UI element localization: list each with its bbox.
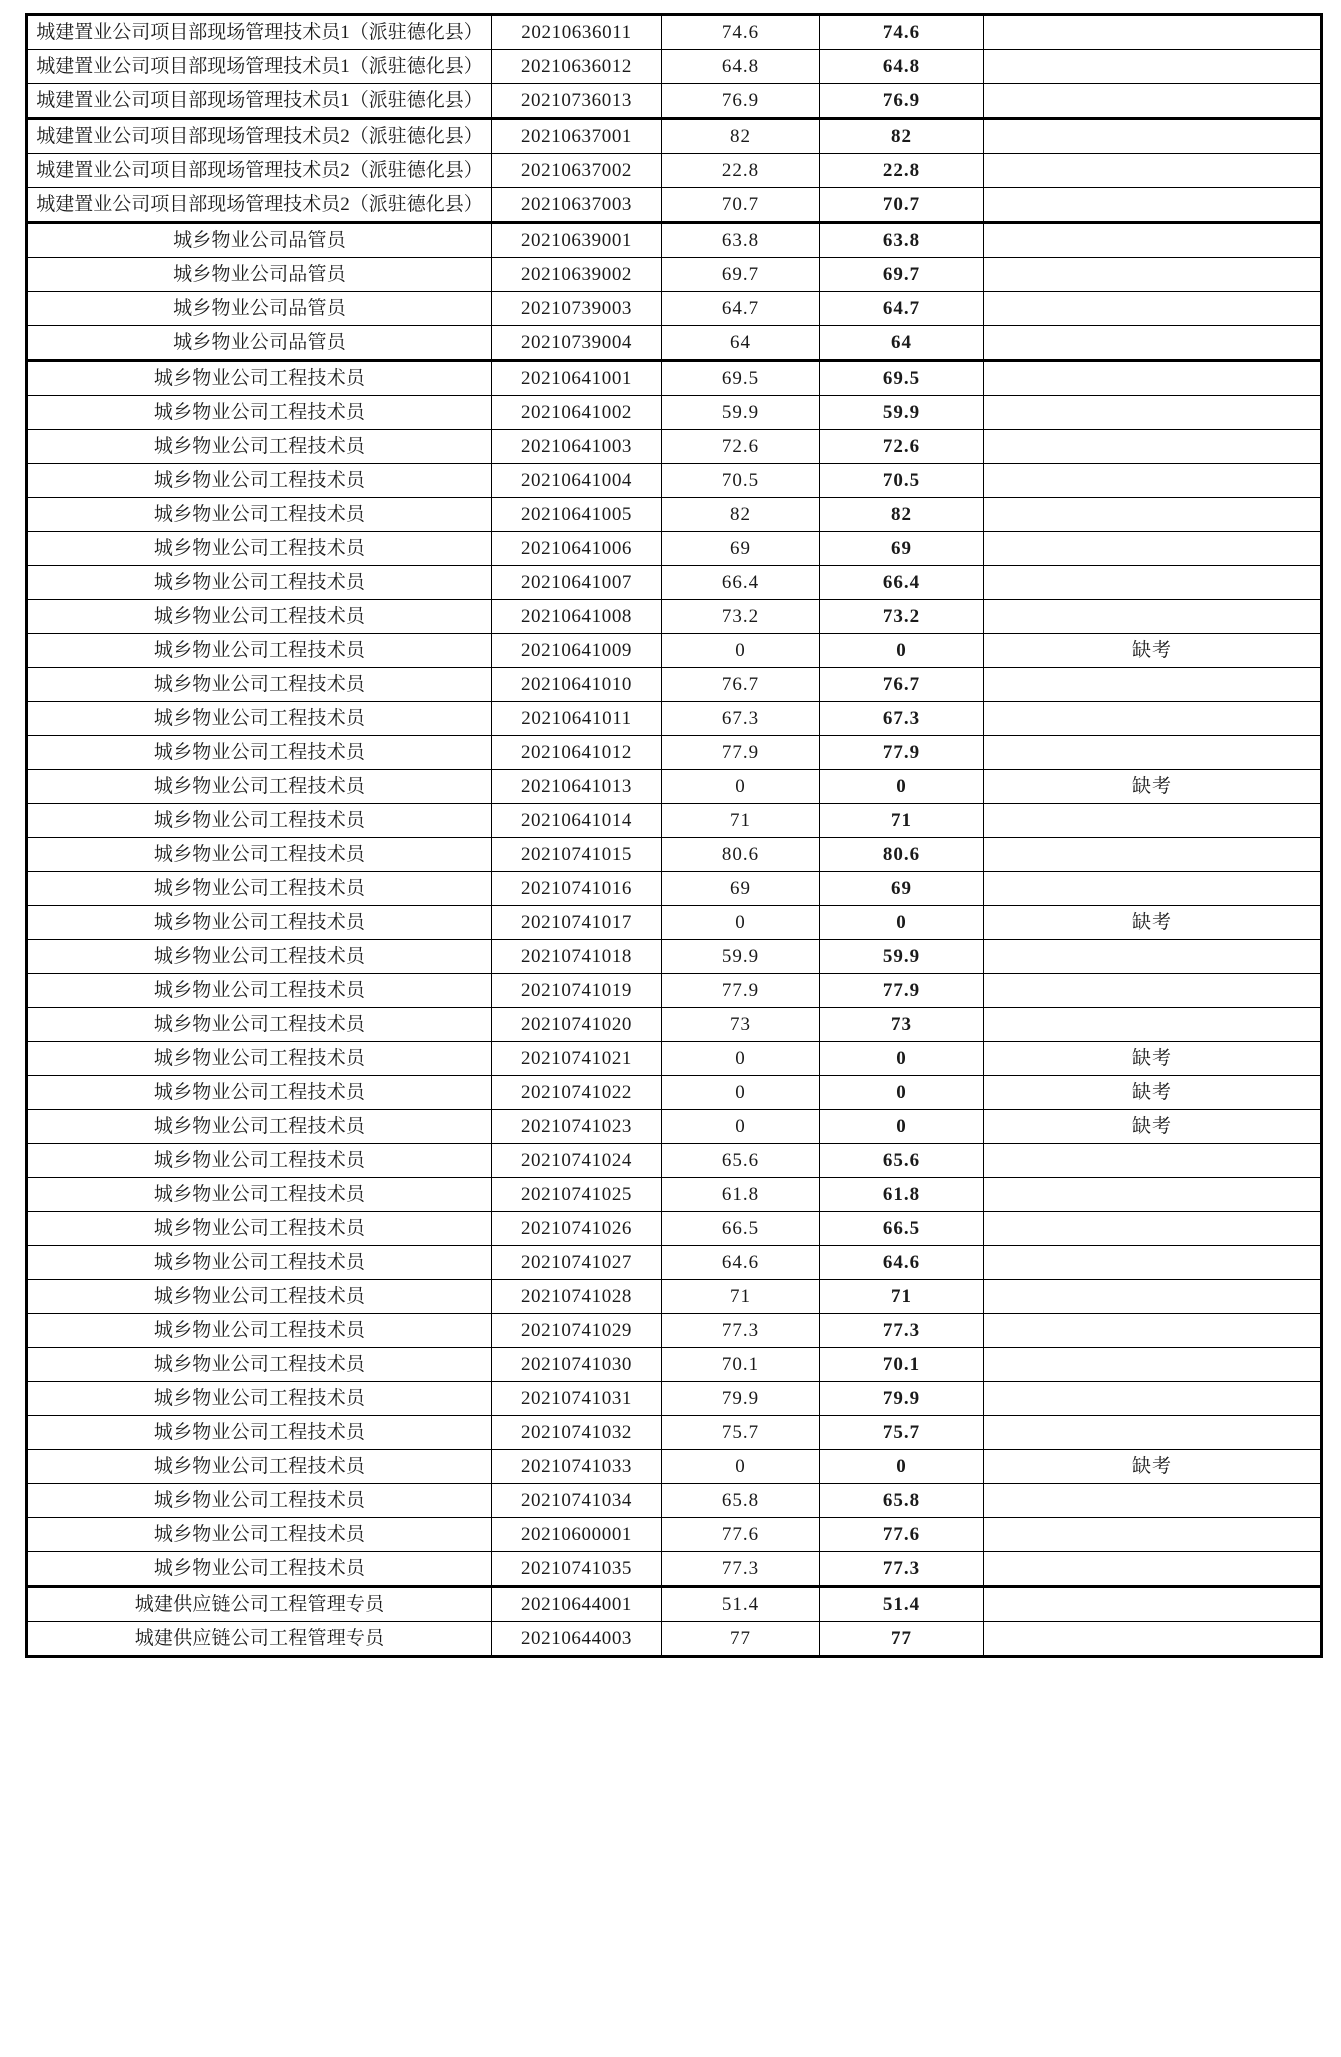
table-row (27, 84, 1322, 119)
table-row (27, 258, 1322, 292)
cell-post-name: 城乡物业公司工程技术员 (27, 1348, 492, 1382)
table-row (27, 50, 1322, 84)
cell-remark (984, 1178, 1322, 1212)
table-body (27, 15, 1322, 1657)
cell-total-score: 77 (820, 1622, 984, 1657)
cell-total-score: 69 (820, 532, 984, 566)
cell-admission-number: 20210741027 (492, 1246, 662, 1280)
cell-admission-number: 20210741015 (492, 838, 662, 872)
cell-total-score: 59.9 (820, 396, 984, 430)
cell-score: 74.6 (662, 15, 820, 50)
cell-admission-number: 20210741023 (492, 1110, 662, 1144)
cell-score: 66.5 (662, 1212, 820, 1246)
cell-total-score: 0 (820, 1076, 984, 1110)
cell-remark (984, 1622, 1322, 1657)
cell-post-name: 城建置业公司项目部现场管理技术员2（派驻德化县） (27, 188, 492, 223)
cell-score: 71 (662, 1280, 820, 1314)
cell-admission-number: 20210641013 (492, 770, 662, 804)
table-row (27, 396, 1322, 430)
cell-post-name: 城乡物业公司工程技术员 (27, 1076, 492, 1110)
cell-admission-number: 20210741022 (492, 1076, 662, 1110)
cell-total-score: 64.8 (820, 50, 984, 84)
table-row (27, 1246, 1322, 1280)
exam-score-table (25, 13, 1323, 1658)
cell-remark (984, 974, 1322, 1008)
cell-admission-number: 20210641001 (492, 361, 662, 396)
table-row (27, 154, 1322, 188)
cell-total-score: 63.8 (820, 223, 984, 258)
cell-admission-number: 20210741024 (492, 1144, 662, 1178)
cell-total-score: 74.6 (820, 15, 984, 50)
cell-score: 61.8 (662, 1178, 820, 1212)
cell-post-name: 城乡物业公司工程技术员 (27, 1314, 492, 1348)
cell-admission-number: 20210641007 (492, 566, 662, 600)
cell-total-score: 76.7 (820, 668, 984, 702)
table-row (27, 1212, 1322, 1246)
cell-post-name: 城乡物业公司工程技术员 (27, 668, 492, 702)
cell-total-score: 51.4 (820, 1587, 984, 1622)
cell-score: 64 (662, 326, 820, 361)
cell-admission-number: 20210741031 (492, 1382, 662, 1416)
cell-score: 0 (662, 1076, 820, 1110)
cell-post-name: 城乡物业公司工程技术员 (27, 1008, 492, 1042)
cell-post-name: 城乡物业公司工程技术员 (27, 430, 492, 464)
cell-post-name: 城乡物业公司工程技术员 (27, 872, 492, 906)
cell-post-name: 城建置业公司项目部现场管理技术员1（派驻德化县） (27, 15, 492, 50)
table-row (27, 1008, 1322, 1042)
cell-post-name: 城乡物业公司工程技术员 (27, 702, 492, 736)
cell-remark (984, 430, 1322, 464)
cell-admission-number: 20210741020 (492, 1008, 662, 1042)
cell-admission-number: 20210644001 (492, 1587, 662, 1622)
cell-total-score: 64 (820, 326, 984, 361)
cell-admission-number: 20210600001 (492, 1518, 662, 1552)
cell-remark (984, 188, 1322, 223)
cell-post-name: 城乡物业公司工程技术员 (27, 1280, 492, 1314)
table-row (27, 532, 1322, 566)
cell-score: 69 (662, 532, 820, 566)
cell-admission-number: 20210641004 (492, 464, 662, 498)
cell-total-score: 71 (820, 1280, 984, 1314)
cell-admission-number: 20210641010 (492, 668, 662, 702)
cell-post-name: 城乡物业公司工程技术员 (27, 838, 492, 872)
cell-score: 64.7 (662, 292, 820, 326)
cell-total-score: 75.7 (820, 1416, 984, 1450)
cell-total-score: 77.9 (820, 974, 984, 1008)
cell-admission-number: 20210644003 (492, 1622, 662, 1657)
cell-admission-number: 20210741026 (492, 1212, 662, 1246)
cell-score: 51.4 (662, 1587, 820, 1622)
cell-total-score: 69.7 (820, 258, 984, 292)
cell-admission-number: 20210641005 (492, 498, 662, 532)
cell-remark (984, 1314, 1322, 1348)
cell-total-score: 70.7 (820, 188, 984, 223)
cell-post-name: 城乡物业公司工程技术员 (27, 974, 492, 1008)
cell-post-name: 城乡物业公司工程技术员 (27, 940, 492, 974)
cell-post-name: 城乡物业公司工程技术员 (27, 600, 492, 634)
cell-score: 65.8 (662, 1484, 820, 1518)
cell-remark (984, 566, 1322, 600)
cell-post-name: 城建供应链公司工程管理专员 (27, 1587, 492, 1622)
cell-total-score: 59.9 (820, 940, 984, 974)
cell-total-score: 65.6 (820, 1144, 984, 1178)
cell-post-name: 城乡物业公司工程技术员 (27, 1484, 492, 1518)
cell-post-name: 城乡物业公司工程技术员 (27, 1042, 492, 1076)
cell-remark (984, 532, 1322, 566)
cell-total-score: 69.5 (820, 361, 984, 396)
cell-total-score: 72.6 (820, 430, 984, 464)
cell-score: 70.5 (662, 464, 820, 498)
cell-remark: 缺考 (984, 1042, 1322, 1076)
cell-total-score: 82 (820, 498, 984, 532)
cell-remark (984, 940, 1322, 974)
cell-total-score: 61.8 (820, 1178, 984, 1212)
cell-remark (984, 1246, 1322, 1280)
cell-total-score: 64.7 (820, 292, 984, 326)
cell-remark (984, 1008, 1322, 1042)
cell-remark: 缺考 (984, 634, 1322, 668)
table-row (27, 1622, 1322, 1657)
cell-post-name: 城乡物业公司品管员 (27, 292, 492, 326)
table-row (27, 1450, 1322, 1484)
cell-score: 70.7 (662, 188, 820, 223)
cell-post-name: 城乡物业公司工程技术员 (27, 1518, 492, 1552)
table-row (27, 940, 1322, 974)
cell-remark (984, 154, 1322, 188)
table-row (27, 361, 1322, 396)
cell-score: 0 (662, 906, 820, 940)
table-row (27, 906, 1322, 940)
cell-remark (984, 292, 1322, 326)
cell-score: 73 (662, 1008, 820, 1042)
cell-score: 0 (662, 634, 820, 668)
cell-remark (984, 838, 1322, 872)
cell-admission-number: 20210637002 (492, 154, 662, 188)
table-row (27, 1587, 1322, 1622)
cell-remark (984, 1212, 1322, 1246)
cell-post-name: 城乡物业公司工程技术员 (27, 1212, 492, 1246)
table-row (27, 188, 1322, 223)
cell-remark (984, 1518, 1322, 1552)
cell-remark (984, 736, 1322, 770)
cell-admission-number: 20210741016 (492, 872, 662, 906)
cell-admission-number: 20210637001 (492, 119, 662, 154)
table-row (27, 430, 1322, 464)
table-row (27, 634, 1322, 668)
cell-admission-number: 20210741018 (492, 940, 662, 974)
cell-post-name: 城乡物业公司品管员 (27, 258, 492, 292)
table-row (27, 1484, 1322, 1518)
cell-score: 69.7 (662, 258, 820, 292)
cell-post-name: 城乡物业公司工程技术员 (27, 1178, 492, 1212)
cell-total-score: 73.2 (820, 600, 984, 634)
cell-admission-number: 20210741021 (492, 1042, 662, 1076)
cell-post-name: 城建供应链公司工程管理专员 (27, 1622, 492, 1657)
table-row (27, 736, 1322, 770)
cell-post-name: 城乡物业公司工程技术员 (27, 1552, 492, 1587)
cell-total-score: 80.6 (820, 838, 984, 872)
cell-remark: 缺考 (984, 1110, 1322, 1144)
cell-admission-number: 20210641008 (492, 600, 662, 634)
table-row (27, 600, 1322, 634)
cell-admission-number: 20210741025 (492, 1178, 662, 1212)
cell-remark (984, 361, 1322, 396)
cell-remark (984, 50, 1322, 84)
table-row (27, 566, 1322, 600)
cell-post-name: 城乡物业公司工程技术员 (27, 1416, 492, 1450)
cell-admission-number: 20210641011 (492, 702, 662, 736)
cell-score: 76.9 (662, 84, 820, 119)
cell-score: 64.6 (662, 1246, 820, 1280)
cell-post-name: 城乡物业公司工程技术员 (27, 804, 492, 838)
table-row (27, 1518, 1322, 1552)
cell-score: 0 (662, 1042, 820, 1076)
cell-score: 73.2 (662, 600, 820, 634)
cell-remark (984, 668, 1322, 702)
cell-total-score: 0 (820, 906, 984, 940)
table-row (27, 1416, 1322, 1450)
cell-score: 22.8 (662, 154, 820, 188)
cell-total-score: 77.9 (820, 736, 984, 770)
cell-admission-number: 20210741035 (492, 1552, 662, 1587)
cell-admission-number: 20210636011 (492, 15, 662, 50)
cell-remark (984, 872, 1322, 906)
cell-post-name: 城乡物业公司工程技术员 (27, 532, 492, 566)
cell-admission-number: 20210641012 (492, 736, 662, 770)
table-row (27, 1382, 1322, 1416)
cell-remark: 缺考 (984, 1450, 1322, 1484)
cell-admission-number: 20210641002 (492, 396, 662, 430)
cell-score: 77.9 (662, 736, 820, 770)
cell-total-score: 76.9 (820, 84, 984, 119)
cell-total-score: 0 (820, 1042, 984, 1076)
cell-remark (984, 498, 1322, 532)
cell-admission-number: 20210641014 (492, 804, 662, 838)
cell-remark (984, 258, 1322, 292)
cell-post-name: 城乡物业公司品管员 (27, 223, 492, 258)
cell-post-name: 城乡物业公司工程技术员 (27, 634, 492, 668)
cell-remark (984, 1280, 1322, 1314)
table-row (27, 464, 1322, 498)
cell-total-score: 73 (820, 1008, 984, 1042)
table-row (27, 1280, 1322, 1314)
cell-remark (984, 84, 1322, 119)
cell-remark (984, 804, 1322, 838)
cell-score: 82 (662, 498, 820, 532)
cell-admission-number: 20210741034 (492, 1484, 662, 1518)
cell-score: 63.8 (662, 223, 820, 258)
cell-score: 77.6 (662, 1518, 820, 1552)
cell-admission-number: 20210636012 (492, 50, 662, 84)
cell-remark (984, 1382, 1322, 1416)
cell-post-name: 城乡物业公司工程技术员 (27, 498, 492, 532)
cell-post-name: 城乡物业公司工程技术员 (27, 1144, 492, 1178)
table-row (27, 498, 1322, 532)
cell-total-score: 0 (820, 770, 984, 804)
cell-total-score: 70.1 (820, 1348, 984, 1382)
table-row (27, 1110, 1322, 1144)
cell-total-score: 71 (820, 804, 984, 838)
cell-score: 66.4 (662, 566, 820, 600)
cell-score: 80.6 (662, 838, 820, 872)
cell-remark (984, 326, 1322, 361)
cell-score: 77.3 (662, 1552, 820, 1587)
cell-admission-number: 20210741017 (492, 906, 662, 940)
table-row (27, 119, 1322, 154)
cell-total-score: 67.3 (820, 702, 984, 736)
cell-score: 75.7 (662, 1416, 820, 1450)
cell-remark (984, 702, 1322, 736)
cell-admission-number: 20210641009 (492, 634, 662, 668)
cell-admission-number: 20210736013 (492, 84, 662, 119)
cell-score: 77.3 (662, 1314, 820, 1348)
cell-remark (984, 1587, 1322, 1622)
cell-admission-number: 20210641006 (492, 532, 662, 566)
table-row (27, 1314, 1322, 1348)
cell-admission-number: 20210739004 (492, 326, 662, 361)
cell-score: 0 (662, 1450, 820, 1484)
cell-remark (984, 600, 1322, 634)
cell-total-score: 66.4 (820, 566, 984, 600)
cell-total-score: 65.8 (820, 1484, 984, 1518)
cell-admission-number: 20210639002 (492, 258, 662, 292)
cell-post-name: 城乡物业公司工程技术员 (27, 1110, 492, 1144)
table-row (27, 804, 1322, 838)
cell-admission-number: 20210637003 (492, 188, 662, 223)
cell-remark (984, 1348, 1322, 1382)
cell-post-name: 城乡物业公司工程技术员 (27, 464, 492, 498)
table-row (27, 702, 1322, 736)
cell-post-name: 城乡物业公司工程技术员 (27, 736, 492, 770)
cell-score: 69 (662, 872, 820, 906)
cell-total-score: 77.3 (820, 1314, 984, 1348)
cell-score: 77.9 (662, 974, 820, 1008)
cell-remark (984, 464, 1322, 498)
table-row (27, 770, 1322, 804)
table-row (27, 1042, 1322, 1076)
table-row (27, 668, 1322, 702)
cell-total-score: 0 (820, 634, 984, 668)
table-row (27, 1144, 1322, 1178)
table-row (27, 838, 1322, 872)
cell-total-score: 0 (820, 1110, 984, 1144)
cell-remark (984, 1484, 1322, 1518)
cell-total-score: 0 (820, 1450, 984, 1484)
cell-total-score: 69 (820, 872, 984, 906)
cell-score: 77 (662, 1622, 820, 1657)
cell-admission-number: 20210741030 (492, 1348, 662, 1382)
cell-score: 0 (662, 1110, 820, 1144)
table-row (27, 1076, 1322, 1110)
cell-total-score: 77.6 (820, 1518, 984, 1552)
cell-post-name: 城乡物业公司工程技术员 (27, 770, 492, 804)
cell-total-score: 82 (820, 119, 984, 154)
table-row (27, 1552, 1322, 1587)
cell-total-score: 79.9 (820, 1382, 984, 1416)
cell-score: 59.9 (662, 940, 820, 974)
cell-remark (984, 119, 1322, 154)
cell-score: 82 (662, 119, 820, 154)
cell-post-name: 城建置业公司项目部现场管理技术员1（派驻德化县） (27, 84, 492, 119)
table-row (27, 1178, 1322, 1212)
cell-remark (984, 396, 1322, 430)
table-row (27, 326, 1322, 361)
table-row (27, 15, 1322, 50)
cell-admission-number: 20210639001 (492, 223, 662, 258)
cell-post-name: 城建置业公司项目部现场管理技术员1（派驻德化县） (27, 50, 492, 84)
cell-score: 71 (662, 804, 820, 838)
cell-score: 69.5 (662, 361, 820, 396)
cell-post-name: 城建置业公司项目部现场管理技术员2（派驻德化县） (27, 119, 492, 154)
cell-admission-number: 20210641003 (492, 430, 662, 464)
cell-remark (984, 223, 1322, 258)
cell-post-name: 城建置业公司项目部现场管理技术员2（派驻德化县） (27, 154, 492, 188)
cell-total-score: 70.5 (820, 464, 984, 498)
cell-score: 76.7 (662, 668, 820, 702)
cell-admission-number: 20210741029 (492, 1314, 662, 1348)
cell-total-score: 66.5 (820, 1212, 984, 1246)
table-row (27, 872, 1322, 906)
cell-admission-number: 20210741033 (492, 1450, 662, 1484)
cell-total-score: 22.8 (820, 154, 984, 188)
cell-admission-number: 20210741028 (492, 1280, 662, 1314)
cell-post-name: 城乡物业公司品管员 (27, 326, 492, 361)
cell-score: 0 (662, 770, 820, 804)
cell-post-name: 城乡物业公司工程技术员 (27, 1382, 492, 1416)
cell-score: 65.6 (662, 1144, 820, 1178)
cell-admission-number: 20210739003 (492, 292, 662, 326)
cell-remark: 缺考 (984, 1076, 1322, 1110)
table-row (27, 1348, 1322, 1382)
cell-admission-number: 20210741032 (492, 1416, 662, 1450)
cell-remark (984, 1144, 1322, 1178)
cell-total-score: 77.3 (820, 1552, 984, 1587)
cell-remark: 缺考 (984, 906, 1322, 940)
cell-remark (984, 15, 1322, 50)
cell-remark (984, 1552, 1322, 1587)
cell-post-name: 城乡物业公司工程技术员 (27, 1246, 492, 1280)
cell-score: 67.3 (662, 702, 820, 736)
cell-score: 64.8 (662, 50, 820, 84)
cell-post-name: 城乡物业公司工程技术员 (27, 361, 492, 396)
cell-score: 70.1 (662, 1348, 820, 1382)
cell-total-score: 64.6 (820, 1246, 984, 1280)
cell-score: 59.9 (662, 396, 820, 430)
cell-post-name: 城乡物业公司工程技术员 (27, 1450, 492, 1484)
table-row (27, 223, 1322, 258)
cell-score: 72.6 (662, 430, 820, 464)
cell-post-name: 城乡物业公司工程技术员 (27, 396, 492, 430)
cell-post-name: 城乡物业公司工程技术员 (27, 566, 492, 600)
cell-post-name: 城乡物业公司工程技术员 (27, 906, 492, 940)
cell-remark (984, 1416, 1322, 1450)
table-row (27, 974, 1322, 1008)
table-row (27, 292, 1322, 326)
cell-score: 79.9 (662, 1382, 820, 1416)
cell-admission-number: 20210741019 (492, 974, 662, 1008)
cell-remark: 缺考 (984, 770, 1322, 804)
